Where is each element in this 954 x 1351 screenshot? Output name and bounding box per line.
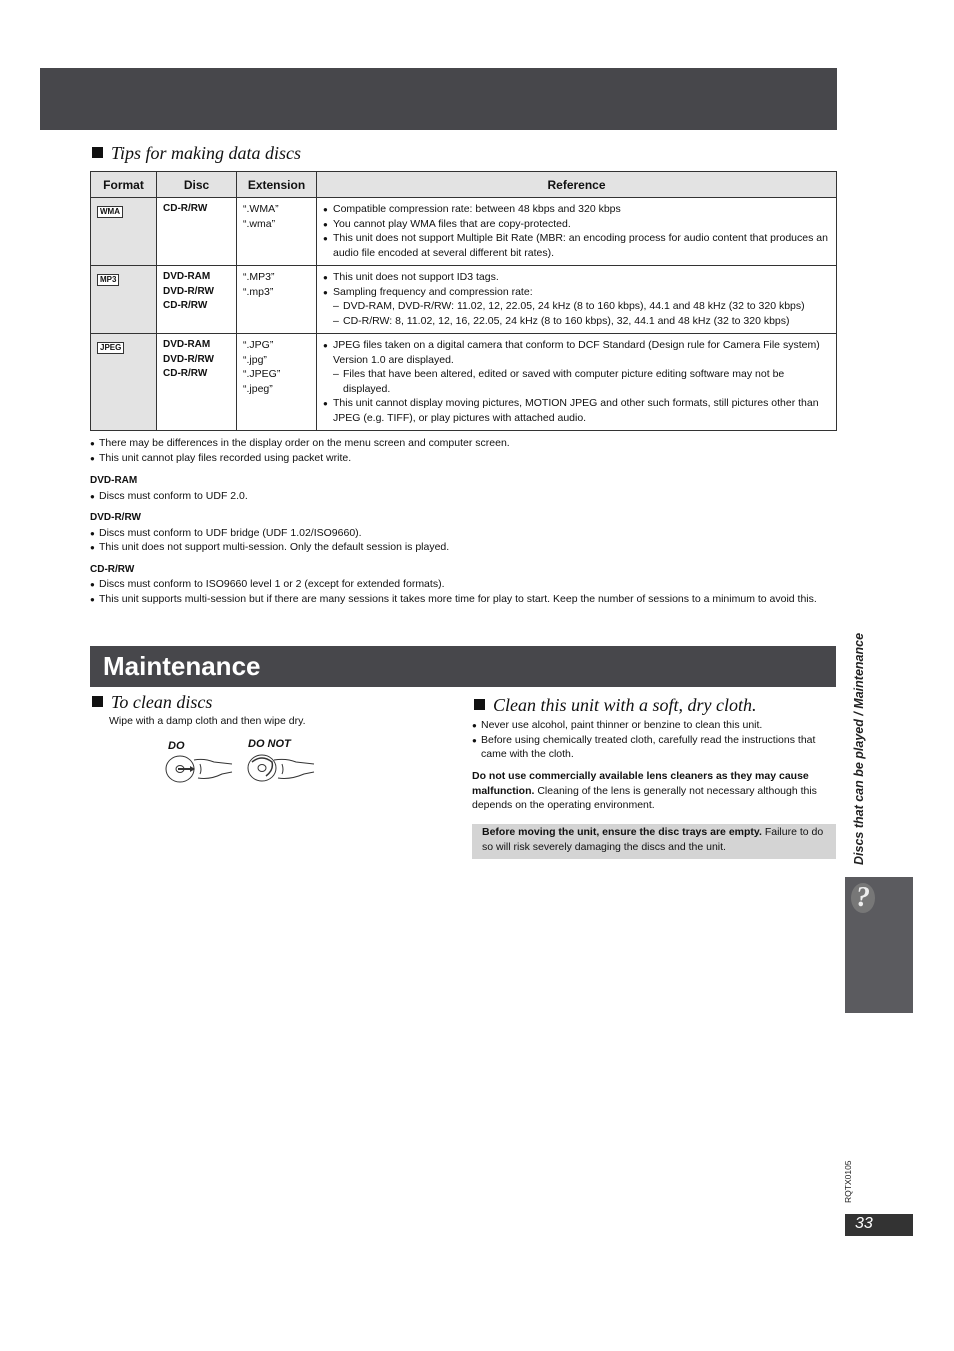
format-tag: MP3 bbox=[97, 274, 119, 286]
disc-type: CD-R/RW bbox=[163, 300, 208, 311]
disc-cell bbox=[157, 198, 237, 266]
lens-cleaner-note: Do not use commercially available lens cleaners as they may cause malfunction. Cleaning of the lens is generally not necessary although this depends on the operating environment. bbox=[472, 770, 817, 811]
clean-unit-bullets bbox=[472, 718, 836, 762]
clean-unit-heading: Clean this unit with a soft, dry cloth. bbox=[474, 695, 757, 716]
file-extension: “.JPG” bbox=[243, 339, 274, 351]
file-extension: “.mp3” bbox=[243, 285, 274, 298]
sidebar-section-label: Discs that can be played / Maintenance bbox=[852, 632, 866, 865]
tips-heading bbox=[92, 143, 301, 164]
note-heading-dvd-r-rw: DVD-R/RW bbox=[90, 512, 141, 523]
reference-bullet: ● This unit does not support Multiple Bit Rate (MBR: an encoding process for audio content that produces an audio file encoded at several different bit rates). bbox=[323, 232, 828, 259]
reference-subitem: – Files that have been altered, edited or saved with computer picture editing software may not be displayed. bbox=[333, 368, 785, 395]
format-tag: JPEG bbox=[97, 342, 124, 354]
list-item: ● There may be differences in the display order on the menu screen and computer screen. bbox=[90, 437, 510, 449]
extension-cell bbox=[237, 266, 317, 334]
question-mark-icon: ? bbox=[851, 883, 875, 913]
format-cell bbox=[91, 198, 157, 266]
note-heading-cd-r-rw: CD-R/RW bbox=[90, 563, 135, 575]
disc-type: CD-R/RW bbox=[163, 368, 208, 379]
reference-subitem: – DVD-RAM, DVD-R/RW: 11.02, 12, 22.05, 24 kHz (8 to 160 kbps), 44.1 and 48 kHz (32 to 320 kbps) bbox=[333, 300, 805, 312]
disc-type: DVD-R/RW bbox=[163, 353, 214, 365]
maintenance-title: Maintenance bbox=[103, 651, 261, 681]
disc-wipe-wrong-illustration bbox=[244, 752, 318, 786]
reference-bullet: ● This unit cannot display moving pictures, MOTION JPEG and other such formats, still pictures other than JPEG (e.g. TIFF), or play pictures with attached audio. bbox=[323, 397, 819, 424]
disc-notes bbox=[90, 468, 836, 606]
file-extension: “.WMA” bbox=[243, 203, 279, 215]
list-item: ● This unit cannot play files recorded using packet write. bbox=[90, 451, 352, 464]
top-banner bbox=[40, 68, 837, 130]
reference-bullet: ● You cannot play WMA files that are copy-protected. bbox=[323, 217, 571, 230]
reference-bullet: ● Compatible compression rate: between 48 kbps and 320 kbps bbox=[323, 203, 621, 215]
reference-cell bbox=[317, 334, 837, 431]
reference-cell bbox=[317, 266, 837, 334]
format-tag: WMA bbox=[97, 206, 123, 218]
reference-subitem: – CD-R/RW: 8, 11.02, 12, 16, 22.05, 24 kHz (8 to 160 kbps), 32, 44.1 and 48 kHz (32 to 320 kbps) bbox=[333, 314, 790, 327]
file-extension: “.wma” bbox=[243, 217, 276, 230]
reference-bullet: ● JPEG files taken on a digital camera that conform to DCF Standard (Design rule for Camera File system) Version 1.0 are displayed. bbox=[323, 339, 820, 366]
disc-type: CD-R/RW bbox=[163, 203, 208, 214]
format-cell bbox=[91, 266, 157, 334]
table-header-row bbox=[91, 172, 837, 198]
reference-bullet: ● Sampling frequency and compression rate: bbox=[323, 285, 533, 298]
doc-code: RQTX0105 bbox=[843, 1160, 853, 1203]
disc-cell bbox=[157, 266, 237, 334]
table-row bbox=[91, 334, 837, 431]
tips-table bbox=[90, 171, 837, 431]
extension-cell bbox=[237, 334, 317, 431]
disc-cell bbox=[157, 334, 237, 431]
moving-unit-warning: Before moving the unit, ensure the disc trays are empty. Failure to do so will risk severely damaging the discs and the unit. bbox=[472, 824, 836, 859]
list-item: ● This unit does not support multi-session. Only the default session is played. bbox=[90, 541, 450, 553]
disc-type: DVD-R/RW bbox=[163, 285, 214, 297]
list-item: ● Never use alcohol, paint thinner or benzine to clean this unit. bbox=[472, 719, 763, 731]
format-cell bbox=[91, 334, 157, 431]
maintenance-title-bar bbox=[90, 646, 836, 687]
sidebar-tab bbox=[845, 877, 913, 1013]
file-extension: “.JPEG” bbox=[243, 368, 281, 380]
disc-type: DVD-RAM bbox=[163, 339, 211, 350]
reference-bullet: ● This unit does not support ID3 tags. bbox=[323, 271, 499, 283]
col-header-reference: Reference bbox=[317, 172, 837, 198]
table-row bbox=[91, 266, 837, 334]
disc-type: DVD-RAM bbox=[163, 271, 211, 282]
file-extension: “.jpg” bbox=[243, 353, 267, 366]
file-extension: “.jpeg” bbox=[243, 382, 273, 395]
clean-discs-text: Wipe with a damp cloth and then wipe dry. bbox=[109, 715, 306, 727]
do-label: DO bbox=[168, 740, 185, 752]
col-header-format: Format bbox=[91, 172, 157, 198]
extension-cell bbox=[237, 198, 317, 266]
table-row bbox=[91, 198, 837, 266]
note-heading-dvd-ram: DVD-RAM bbox=[90, 475, 138, 486]
list-item: ● Discs must conform to ISO9660 level 1 or 2 (except for extended formats). bbox=[90, 578, 445, 590]
list-item: ● Discs must conform to UDF bridge (UDF 1.02/ISO9660). bbox=[90, 526, 362, 539]
col-header-extension: Extension bbox=[237, 172, 317, 198]
list-item: ● Discs must conform to UDF 2.0. bbox=[90, 489, 248, 502]
list-item: ● Before using chemically treated cloth, carefully read the instructions that came with the cloth. bbox=[472, 733, 816, 760]
file-extension: “.MP3” bbox=[243, 271, 275, 283]
page-number-box bbox=[845, 1214, 913, 1236]
disc-wipe-correct-illustration bbox=[164, 752, 236, 786]
tips-heading-text: Tips for making data discs bbox=[111, 143, 302, 163]
general-notes bbox=[90, 436, 836, 465]
col-header-disc: Disc bbox=[157, 172, 237, 198]
list-item: ● This unit supports multi-session but if there are many sessions it takes more time for play to start. Keep the number of sessions to a minimum to avoid this. bbox=[90, 592, 817, 605]
page-number: 33 bbox=[855, 1215, 873, 1232]
clean-discs-heading: To clean discs bbox=[92, 692, 212, 713]
do-not-label: DO NOT bbox=[248, 738, 291, 750]
reference-cell bbox=[317, 198, 837, 266]
